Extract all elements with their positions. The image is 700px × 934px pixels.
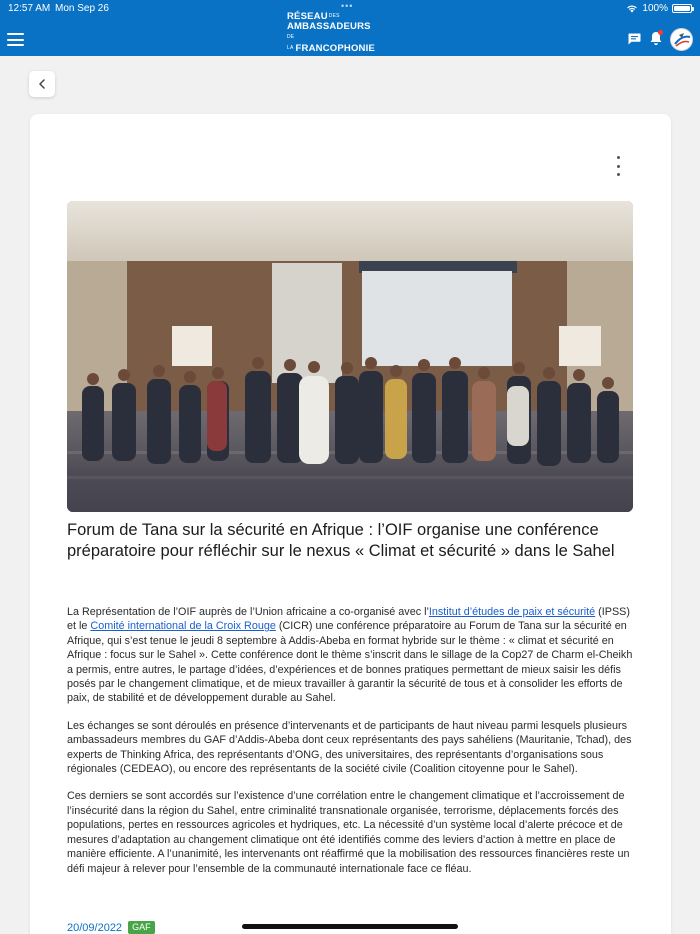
wifi-icon	[626, 4, 638, 13]
battery-percentage: 100%	[642, 3, 668, 14]
cicr-link[interactable]: Comité international de la Croix Rouge	[90, 620, 276, 633]
back-button[interactable]	[29, 71, 55, 97]
article-paragraph-3: Ces derniers se sont accordés sur l’existence d’une corrélation entre le changement climatique et l’accroissement de l’insécurité dans la région du Sahel, entre criminalité transnationale organisée, terrorisme, déplacements forcés des populations, pertes en ressources agricoles et hydriques, etc. La nécessité d’un système local d’alerte précoce et de mesures d’adaptation au changement climatique ont été identifiés comme des leviers d’action à mettre en place de manière efficiente. A l’unanimité, les intervenants ont réaffirmé que la mobilisation des ressources financières reste un défi majeur à relever pour l’ensemble de la communauté internationale face ce fléau.	[67, 790, 630, 875]
battery-icon	[672, 4, 692, 13]
article-meta	[67, 921, 155, 934]
group-photo-image	[67, 201, 633, 512]
app-logo[interactable]: $RÉSEAU^{DES}$ AMBASSADEURS $^{DE LA}$ FRANCOPHONIE	[287, 11, 375, 54]
ipss-link[interactable]: Institut d’études de paix et sécurité	[428, 606, 596, 618]
category-tag[interactable]: GAF	[128, 921, 155, 934]
home-indicator[interactable]	[242, 924, 458, 929]
menu-icon[interactable]	[7, 33, 24, 46]
article-title: Forum de Tana sur la sécurité en Afrique : l’OIF organise une conférence préparatoire pour réfléchir sur le nexus « Climat et sécurité » dans le Sahel	[67, 521, 615, 560]
article-date: 20/09/2022	[67, 921, 123, 934]
multitasking-dots[interactable]: •••	[341, 1, 354, 11]
notification-badge	[658, 30, 663, 35]
status-indicators	[626, 3, 692, 14]
top-app-bar	[0, 0, 700, 56]
avatar[interactable]	[670, 28, 693, 51]
avatar-logo-icon	[671, 29, 693, 51]
chevron-left-icon	[38, 79, 46, 89]
article-photo	[67, 201, 633, 512]
status-date: Mon Sep 26	[55, 3, 109, 14]
article-paragraph-1: La Représentation de l’OIF auprès de l’Union africaine a co-organisé avec l’Institut d’études de paix et sécurité (IPSS) et le Comité international de la Croix Rouge (CICR) une conférence préparatoire au Forum de Tana sur la sécurité en Afrique, qui s’est tenue le jeudi 8 septembre à Addis-Abeba en format hybride sur le thème : « climat et sécurité en Afrique : focus sur le Sahel ». Cette conférence dont le thème s’inscrit dans le sillage de la Cop27 de Charm el-Cheikh a permis, entre autres, le partage d’idées, d’expériences et de bonnes pratiques permettant de mieux saisir les défis posés par le changement climatique, et de mieux travailler à garantir la sécurité de tous et à consolider les efforts de paix, de stabilité et de développement durable au Sahel.	[67, 606, 633, 705]
article-paragraph-2: Les échanges se sont déroulés en présence d’intervenants et de participants de haut niveau parmi lesquels plusieurs ambassadeurs membres du GAF d’Addis-Abeba dont ceux représentants des pays sahéliens (Mauritanie, Tchad), des experts de Thinking Africa, des représentants d’ONG, des universitaires, des représentants d’organisations sous régionales (CEDEAO), ou encore des représentants de la société civile (Coalition citoyenne pour le Sahel).	[67, 719, 632, 776]
chat-icon[interactable]	[628, 33, 641, 45]
article-body	[67, 605, 635, 889]
status-time: 12:57 AM	[8, 3, 51, 14]
more-options-icon[interactable]	[613, 156, 623, 176]
